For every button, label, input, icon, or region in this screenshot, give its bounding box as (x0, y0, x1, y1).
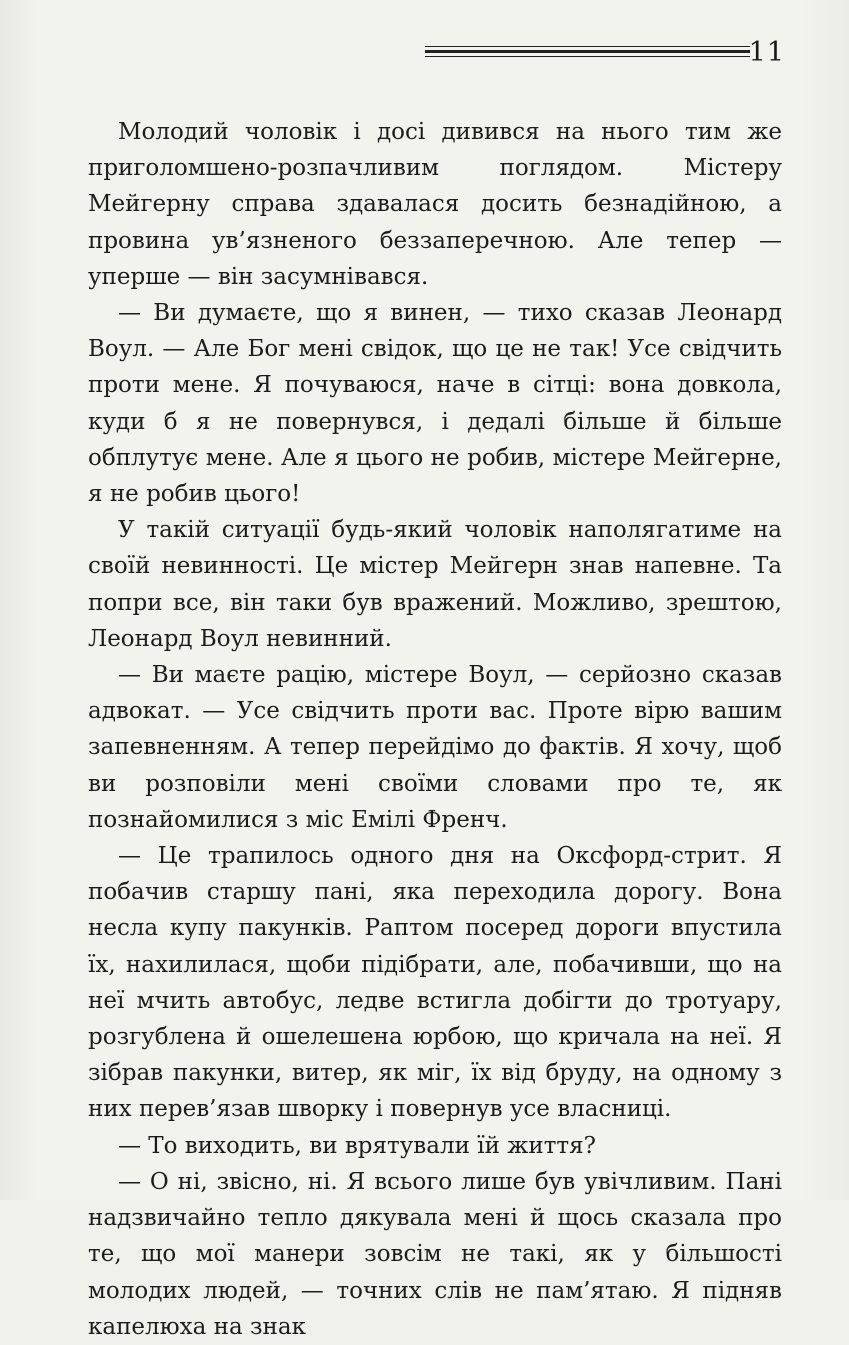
paragraph: — Ви думаєте, що я винен, — тихо сказав Леонард Воул. — Але Бог мені свідок, що це не так! Усе свідчить проти мене. Я почуваюся, наче в сітці: вона довкола, куди б я не повернувся, і дедалі більше й більше обплутує мене. Але я цього не робив, містере Мейгерне, я не робив цього! (88, 300, 782, 508)
page-header (425, 36, 785, 70)
page-number: 11 (748, 37, 785, 68)
paragraph: У такій ситуації будь-який чоловік наполягатиме на своїй невинності. Це містер Мейгерн знав напевне. Та попри все, він таки був вражений. Можливо, зрештою, Леонард Воул невинний. (88, 517, 782, 652)
header-rule-ornament (425, 46, 750, 58)
paragraph: Молодий чоловік і досі дивився на нього тим же приголомшено-розпачливим поглядом. Містеру Мейгерну справа здавалася досить безнадійною, а провина ув’язненого беззаперечною. Але тепер — уперше — він засумнівався. (88, 119, 782, 290)
paragraph: — Ви маєте рацію, містере Воул, — серйозно сказав адвокат. — Усе свідчить проти вас. Проте вірю вашим запевненням. А тепер перейдімо до фактів. Я хочу, щоб ви розповіли мені своїми словами про те, як познайомилися з міс Емілі Френч. (88, 662, 782, 833)
paragraph: — О ні, звісно, ні. Я всього лише був увічливим. Пані надзвичайно тепло дякувала мені й щось сказала про те, що мої манери зовсім не такі, як у більшості молодих людей, — точних слів не пам’ятаю. Я підняв капелюха на знак (88, 1168, 782, 1340)
body-text (88, 114, 782, 1345)
paragraph: — Це трапилось одного дня на Оксфорд-стрит. Я побачив старшу пані, яка переходила дорогу. Вона несла купу пакунків. Раптом посеред дороги впустила їх, нахилилася, щоби підібрати, але, побачивши, що на неї мчить автобус, ледве встигла добігти до тротуару, розгублена й ошелешена юрбою, що кричала на неї. Я зібрав пакунки, витер, як міг, їх від бруду, на одному з них перев’язав шворку і повернув усе власниці. (88, 843, 782, 1123)
paragraph: — То виходить, ви врятували їй життя? (118, 1132, 596, 1159)
